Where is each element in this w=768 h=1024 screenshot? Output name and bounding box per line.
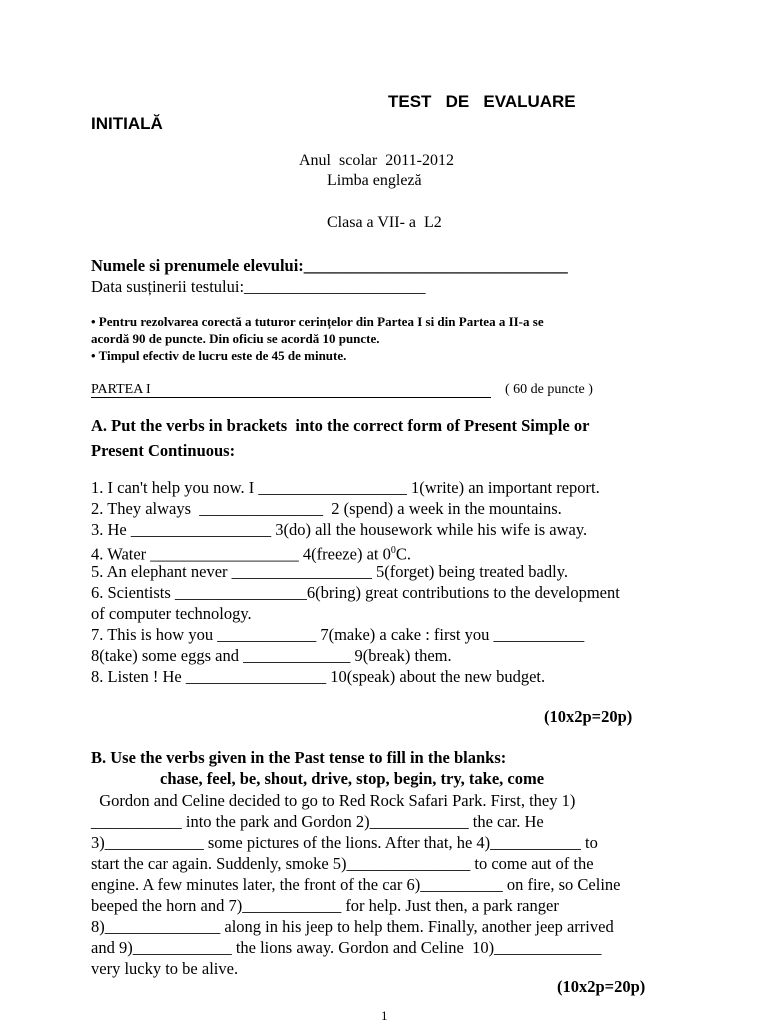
- section-b-verb-list: chase, feel, be, shout, drive, stop, begin, try, take, come: [160, 769, 545, 788]
- exercise-a-line: 1. I can't help you now. I __________________ 1(write) an important report.: [91, 478, 600, 497]
- class-label: Clasa a VII- a L2: [327, 214, 442, 231]
- passage-line: and 9)____________ the lions away. Gordon and Celine 10)_____________: [91, 938, 602, 957]
- exercise-a-line: 7. This is how you ____________ 7(make) a cake : first you ___________: [91, 625, 585, 644]
- exercise-a-line: 5. An elephant never _________________ 5(forget) being treated badly.: [91, 562, 569, 581]
- exercise-a-line: 3. He _________________ 3(do) all the housework while his wife is away.: [91, 520, 588, 539]
- passage-line: start the car again. Suddenly, smoke 5)_______________ to come aut of the: [91, 854, 594, 873]
- section-a-score: (10x2p=20p): [544, 707, 633, 726]
- passage-line: 8)______________ along in his jeep to help them. Finally, another jeep arrived: [91, 917, 614, 936]
- exercise-a-line: 2. They always _______________ 2 (spend) a week in the mountains.: [91, 499, 562, 518]
- page-number: 1: [381, 1008, 388, 1023]
- passage-line: ___________ into the park and Gordon 2)____________ the car. He: [91, 812, 544, 831]
- title-line2: INITIALĂ: [91, 114, 163, 133]
- subject: Limba engleză: [327, 172, 422, 189]
- school-year: Anul scolar 2011-2012: [299, 152, 454, 169]
- title-line1: TEST DE EVALUARE: [388, 92, 576, 111]
- degree-unit: C.: [395, 544, 412, 564]
- section-a-heading-line2: Present Continuous:: [91, 441, 236, 460]
- degree-superscript: 0: [390, 545, 396, 556]
- section-b-heading: B. Use the verbs given in the Past tense to fill in the blanks:: [91, 748, 507, 767]
- passage-line: Gordon and Celine decided to go to Red Rock Safari Park. First, they 1): [91, 791, 576, 810]
- passage-line: engine. A few minutes later, the front of the car 6)__________ on fire, so Celine: [91, 875, 621, 894]
- part1-points: ( 60 de puncte ): [505, 382, 593, 397]
- instruction-line2: acordă 90 de puncte. Din oficiu se acordă 10 puncte.: [91, 331, 380, 346]
- exercise-a-line: of computer technology.: [91, 604, 252, 623]
- section-a-heading-line1: A. Put the verbs in brackets into the correct form of Present Simple or: [91, 416, 590, 435]
- exercise-a-line: 6. Scientists ________________6(bring) great contributions to the development: [91, 583, 620, 602]
- part1-label: PARTEA I: [91, 382, 151, 397]
- student-name-field: Numele si prenumele elevului:________________________________: [91, 256, 568, 275]
- passage-line: very lucky to be alive.: [91, 959, 239, 978]
- instruction-line3: • Timpul efectiv de lucru este de 45 de minute.: [91, 348, 347, 363]
- part1-underline: [91, 397, 491, 398]
- passage-line: beeped the horn and 7)____________ for help. Just then, a park ranger: [91, 896, 559, 915]
- exercise-a-line: 8(take) some eggs and _____________ 9(break) them.: [91, 646, 452, 665]
- exercise-a-line: 8. Listen ! He _________________ 10(speak) about the new budget.: [91, 667, 546, 686]
- section-b-score: (10x2p=20p): [557, 977, 646, 996]
- passage-line: 3)____________ some pictures of the lions. After that, he 4)___________ to: [91, 833, 598, 852]
- instruction-line1: • Pentru rezolvarea corectă a tuturor cerințelor din Partea I si din Partea a II-a se: [91, 314, 544, 329]
- exercise-a-line-4-text: 4. Water __________________ 4(freeze) at 0: [91, 544, 391, 564]
- test-date-field: Data susținerii testului:______________________: [91, 277, 426, 296]
